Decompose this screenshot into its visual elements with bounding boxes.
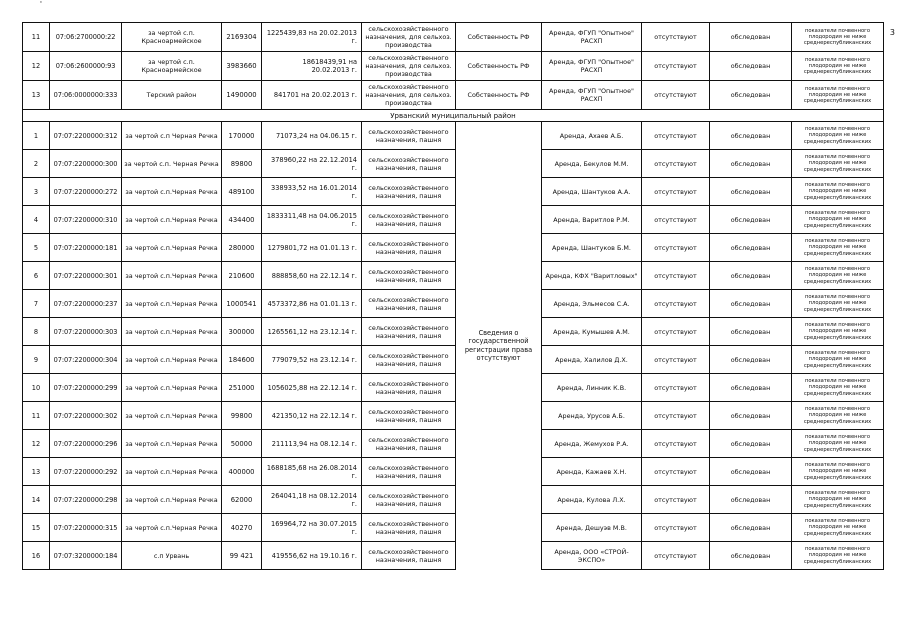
area: 89800 — [222, 150, 262, 178]
land-use: сельскохозяйственного назначения, пашня — [362, 234, 456, 262]
location: за чертой с.п.Черная Речка — [122, 234, 222, 262]
corner-mark: ' — [40, 0, 42, 8]
area: 3983660 — [222, 52, 262, 81]
table-row — [23, 262, 884, 290]
soil-quality: показатели почвенного плодородия не ниже среднереспубликанских — [792, 458, 884, 486]
soil-quality: показатели почвенного плодородия не ниже среднереспубликанских — [792, 150, 884, 178]
registration-note: Сведения о государственной регистрации права отсутствуют — [456, 122, 542, 570]
location: за чертой с.п Черная Речка — [122, 122, 222, 150]
row-number: 14 — [23, 486, 50, 514]
cadastral-number: 07:07:2200000:301 — [50, 262, 122, 290]
encumbrance: отсутствуют — [642, 206, 710, 234]
encumbrance: отсутствуют — [642, 486, 710, 514]
survey-status: обследован — [710, 542, 792, 570]
survey-status: обследован — [710, 206, 792, 234]
row-number: 15 — [23, 514, 50, 542]
cadastral-cost: 378960,22 на 22.12.2014 г. — [262, 150, 362, 178]
cadastral-cost: 779079,52 на 23.12.14 г. — [262, 346, 362, 374]
cadastral-cost: 1688185,68 на 26.08.2014 г. — [262, 458, 362, 486]
area: 99800 — [222, 402, 262, 430]
tenant: Аренда, Кумышев А.М. — [542, 318, 642, 346]
ownership: Собственность РФ — [456, 23, 542, 52]
survey-status: обследован — [710, 430, 792, 458]
land-use: сельскохозяйственного назначения, пашня — [362, 150, 456, 178]
survey-status: обследован — [710, 178, 792, 206]
tenant: Аренда, Эльмесов С.А. — [542, 290, 642, 318]
soil-quality: показатели почвенного плодородия не ниже среднереспубликанских — [792, 122, 884, 150]
cadastral-number: 07:07:2200000:302 — [50, 402, 122, 430]
soil-quality: показатели почвенного плодородия не ниже среднереспубликанских — [792, 262, 884, 290]
location: за чертой с.п.Черная Речка — [122, 178, 222, 206]
row-number: 8 — [23, 318, 50, 346]
cadastral-number: 07:07:3200000:184 — [50, 542, 122, 570]
survey-status: обследован — [710, 150, 792, 178]
encumbrance: отсутствуют — [642, 122, 710, 150]
land-use: сельскохозяйственного назначения, пашня — [362, 514, 456, 542]
encumbrance: отсутствуют — [642, 514, 710, 542]
row-number: 12 — [23, 52, 50, 81]
land-use: сельскохозяйственного назначения, пашня — [362, 430, 456, 458]
land-use: сельскохозяйственного назначения, пашня — [362, 458, 456, 486]
tenant: Аренда, Линник К.В. — [542, 374, 642, 402]
soil-quality: показатели почвенного плодородия не ниже среднереспубликанских — [792, 374, 884, 402]
soil-quality: показатели почвенного плодородия не ниже среднереспубликанских — [792, 542, 884, 570]
tenant: Аренда, Ахаев А.Б. — [542, 122, 642, 150]
cadastral-cost: 419556,62 на 19.10.16 г. — [262, 542, 362, 570]
tenant: Аренда, Урусов А.Б. — [542, 402, 642, 430]
survey-status: обследован — [710, 514, 792, 542]
tenant: Аренда, Кажаев Х.Н. — [542, 458, 642, 486]
encumbrance: отсутствуют — [642, 234, 710, 262]
cadastral-number: 07:07:2200000:181 — [50, 234, 122, 262]
cadastral-cost: 1833311,48 на 04.06.2015 г. — [262, 206, 362, 234]
encumbrance: отсутствуют — [642, 52, 710, 81]
encumbrance: отсутствуют — [642, 374, 710, 402]
soil-quality: показатели почвенного плодородия не ниже среднереспубликанских — [792, 81, 884, 110]
row-number: 16 — [23, 542, 50, 570]
row-number: 3 — [23, 178, 50, 206]
land-use: сельскохозяйственного назначения, пашня — [362, 178, 456, 206]
row-number: 4 — [23, 206, 50, 234]
tenant: Аренда, КФХ "Варитловых" — [542, 262, 642, 290]
row-number: 10 — [23, 374, 50, 402]
location: за чертой с.п.Черная Речка — [122, 262, 222, 290]
table-row — [23, 458, 884, 486]
survey-status: обследован — [710, 23, 792, 52]
location: Терский район — [122, 81, 222, 110]
soil-quality: показатели почвенного плодородия не ниже среднереспубликанских — [792, 318, 884, 346]
encumbrance: отсутствуют — [642, 23, 710, 52]
location: за чертой с.п.Черная Речка — [122, 374, 222, 402]
table-row — [23, 346, 884, 374]
row-number: 6 — [23, 262, 50, 290]
tenant: Аренда, Шантуков А.А. — [542, 178, 642, 206]
encumbrance: отсутствуют — [642, 150, 710, 178]
table-row — [23, 486, 884, 514]
cadastral-cost: 264041,18 на 08.12.2014 г. — [262, 486, 362, 514]
cadastral-cost: 4573372,86 на 01.01.13 г. — [262, 290, 362, 318]
soil-quality: показатели почвенного плодородия не ниже среднереспубликанских — [792, 346, 884, 374]
table-row — [23, 150, 884, 178]
cadastral-cost: 841701 на 20.02.2013 г. — [262, 81, 362, 110]
cadastral-number: 07:07:2200000:315 — [50, 514, 122, 542]
cadastral-number: 07:07:2200000:298 — [50, 486, 122, 514]
cadastral-number: 07:06:2700000:22 — [50, 23, 122, 52]
tenant: Аренда, ООО «СТРОЙ-ЭКСПО» — [542, 542, 642, 570]
location: за чертой с.п.Черная Речка — [122, 318, 222, 346]
survey-status: обследован — [710, 52, 792, 81]
table-row — [23, 514, 884, 542]
cadastral-number: 07:06:2600000:93 — [50, 52, 122, 81]
area: 400000 — [222, 458, 262, 486]
survey-status: обследован — [710, 290, 792, 318]
cadastral-cost: 1225439,83 на 20.02.2013 г. — [262, 23, 362, 52]
encumbrance: отсутствуют — [642, 542, 710, 570]
land-use: сельскохозяйственного назначения, пашня — [362, 402, 456, 430]
area: 251000 — [222, 374, 262, 402]
cadastral-cost: 1265561,12 на 23.12.14 г. — [262, 318, 362, 346]
land-use: сельскохозяйственного назначения, пашня — [362, 486, 456, 514]
tenant: Аренда, ФГУП "Опытное" РАСХП — [542, 23, 642, 52]
row-number: 13 — [23, 458, 50, 486]
soil-quality: показатели почвенного плодородия не ниже среднереспубликанских — [792, 430, 884, 458]
cadastral-cost: 211113,94 на 08.12.14 г. — [262, 430, 362, 458]
tenant: Аренда, Бекулов М.М. — [542, 150, 642, 178]
tenant: Аренда, Дешуэв М.В. — [542, 514, 642, 542]
encumbrance: отсутствуют — [642, 318, 710, 346]
location: за чертой с.п. Черная Речка — [122, 150, 222, 178]
row-number: 12 — [23, 430, 50, 458]
table-row — [23, 206, 884, 234]
row-number: 11 — [23, 402, 50, 430]
survey-status: обследован — [710, 402, 792, 430]
survey-status: обследован — [710, 262, 792, 290]
survey-status: обследован — [710, 318, 792, 346]
cadastral-number: 07:07:2200000:296 — [50, 430, 122, 458]
tenant: Аренда, Варитлов Р.М. — [542, 206, 642, 234]
cadastral-cost: 169964,72 на 30.07.2015 г. — [262, 514, 362, 542]
tenant: Аренда, Халилов Д.Х. — [542, 346, 642, 374]
area: 280000 — [222, 234, 262, 262]
area: 300000 — [222, 318, 262, 346]
cadastral-number: 07:07:2200000:310 — [50, 206, 122, 234]
location: за чертой с.п.Черная Речка — [122, 458, 222, 486]
area: 210600 — [222, 262, 262, 290]
tenant: Аренда, Кулова Л.Х. — [542, 486, 642, 514]
location: за чертой с.п.Черная Речка — [122, 206, 222, 234]
tenant: Аренда, ФГУП "Опытное" РАСХП — [542, 52, 642, 81]
cadastral-number: 07:07:2200000:300 — [50, 150, 122, 178]
survey-status: обследован — [710, 486, 792, 514]
area: 40270 — [222, 514, 262, 542]
table-row — [23, 542, 884, 570]
cadastral-cost: 338933,52 на 16.01.2014 г. — [262, 178, 362, 206]
location: за чертой с.п. Красноармейское — [122, 23, 222, 52]
cadastral-number: 07:07:2200000:299 — [50, 374, 122, 402]
area: 184600 — [222, 346, 262, 374]
encumbrance: отсутствуют — [642, 290, 710, 318]
cadastral-number: 07:07:2200000:272 — [50, 178, 122, 206]
area: 489100 — [222, 178, 262, 206]
page-number: 3 — [889, 28, 895, 37]
table-row — [23, 81, 884, 110]
area: 50000 — [222, 430, 262, 458]
table-row — [23, 430, 884, 458]
tenant: Аренда, Жемухов Р.А. — [542, 430, 642, 458]
location: за чертой с.п.Черная Речка — [122, 486, 222, 514]
soil-quality: показатели почвенного плодородия не ниже среднереспубликанских — [792, 23, 884, 52]
survey-status: обследован — [710, 81, 792, 110]
cadastral-number: 07:07:2200000:292 — [50, 458, 122, 486]
area: 434400 — [222, 206, 262, 234]
survey-status: обследован — [710, 458, 792, 486]
soil-quality: показатели почвенного плодородия не ниже среднереспубликанских — [792, 206, 884, 234]
location: за чертой с.п.Черная Речка — [122, 402, 222, 430]
soil-quality: показатели почвенного плодородия не ниже среднереспубликанских — [792, 514, 884, 542]
area: 62000 — [222, 486, 262, 514]
table-row — [23, 402, 884, 430]
area: 170000 — [222, 122, 262, 150]
area: 1490000 — [222, 81, 262, 110]
location: с.п Урвань — [122, 542, 222, 570]
cadastral-number: 07:07:2200000:312 — [50, 122, 122, 150]
area: 99 421 — [222, 542, 262, 570]
table-row — [23, 234, 884, 262]
land-use: сельскохозяйственного назначения, пашня — [362, 122, 456, 150]
encumbrance: отсутствуют — [642, 262, 710, 290]
table-row — [23, 23, 884, 52]
cadastral-number: 07:07:2200000:237 — [50, 290, 122, 318]
location: за чертой с.п.Черная Речка — [122, 346, 222, 374]
ownership: Собственность РФ — [456, 81, 542, 110]
row-number: 1 — [23, 122, 50, 150]
soil-quality: показатели почвенного плодородия не ниже среднереспубликанских — [792, 402, 884, 430]
table-row — [23, 178, 884, 206]
row-number: 7 — [23, 290, 50, 318]
land-use: сельскохозяйственного назначения, для сельхоз. производства — [362, 52, 456, 81]
cadastral-cost: 1279801,72 на 01.01.13 г. — [262, 234, 362, 262]
cadastral-cost: 888858,60 на 22.12.14 г. — [262, 262, 362, 290]
land-use: сельскохозяйственного назначения, для сельхоз. производства — [362, 23, 456, 52]
land-use: сельскохозяйственного назначения, пашня — [362, 290, 456, 318]
soil-quality: показатели почвенного плодородия не ниже среднереспубликанских — [792, 486, 884, 514]
encumbrance: отсутствуют — [642, 81, 710, 110]
location: за чертой с.п.Черная Речка — [122, 290, 222, 318]
survey-status: обследован — [710, 346, 792, 374]
land-use: сельскохозяйственного назначения, пашня — [362, 542, 456, 570]
survey-status: обследован — [710, 234, 792, 262]
area: 2169304 — [222, 23, 262, 52]
tenant: Аренда, ФГУП "Опытное" РАСХП — [542, 81, 642, 110]
row-number: 11 — [23, 23, 50, 52]
land-use: сельскохозяйственного назначения, пашня — [362, 346, 456, 374]
row-number: 2 — [23, 150, 50, 178]
location: за чертой с.п.Черная Речка — [122, 514, 222, 542]
encumbrance: отсутствуют — [642, 402, 710, 430]
area: 1000541 — [222, 290, 262, 318]
encumbrance: отсутствуют — [642, 346, 710, 374]
cadastral-number: 07:06:0000000:333 — [50, 81, 122, 110]
soil-quality: показатели почвенного плодородия не ниже среднереспубликанских — [792, 234, 884, 262]
land-use: сельскохозяйственного назначения, пашня — [362, 206, 456, 234]
cadastral-cost: 1056025,88 на 22.12.14 г. — [262, 374, 362, 402]
cadastral-cost: 421350,12 на 22.12.14 г. — [262, 402, 362, 430]
survey-status: обследован — [710, 122, 792, 150]
tenant: Аренда, Шантуков Б.М. — [542, 234, 642, 262]
encumbrance: отсутствуют — [642, 430, 710, 458]
cadastral-cost: 71073,24 на 04.06.15 г. — [262, 122, 362, 150]
table-row — [23, 52, 884, 81]
cadastral-number: 07:07:2200000:303 — [50, 318, 122, 346]
land-registry-table — [22, 22, 884, 570]
location: за чертой с.п.Черная Речка — [122, 430, 222, 458]
table-row — [23, 374, 884, 402]
row-number: 13 — [23, 81, 50, 110]
soil-quality: показатели почвенного плодородия не ниже среднереспубликанских — [792, 178, 884, 206]
section-header-row — [23, 110, 884, 122]
soil-quality: показатели почвенного плодородия не ниже среднереспубликанских — [792, 290, 884, 318]
section-title: Урванский муниципальный район — [23, 110, 884, 122]
encumbrance: отсутствуют — [642, 178, 710, 206]
table-row — [23, 318, 884, 346]
row-number: 5 — [23, 234, 50, 262]
land-use: сельскохозяйственного назначения, пашня — [362, 374, 456, 402]
land-use: сельскохозяйственного назначения, для сельхоз. производства — [362, 81, 456, 110]
table-row — [23, 290, 884, 318]
table-row — [23, 122, 884, 150]
survey-status: обследован — [710, 374, 792, 402]
cadastral-cost: 18618439,91 на 20.02.2013 г. — [262, 52, 362, 81]
cadastral-number: 07:07:2200000:304 — [50, 346, 122, 374]
location: за чертой с.п. Красноармейское — [122, 52, 222, 81]
row-number: 9 — [23, 346, 50, 374]
land-use: сельскохозяйственного назначения, пашня — [362, 318, 456, 346]
land-use: сельскохозяйственного назначения, пашня — [362, 262, 456, 290]
soil-quality: показатели почвенного плодородия не ниже среднереспубликанских — [792, 52, 884, 81]
encumbrance: отсутствуют — [642, 458, 710, 486]
ownership: Собственность РФ — [456, 52, 542, 81]
